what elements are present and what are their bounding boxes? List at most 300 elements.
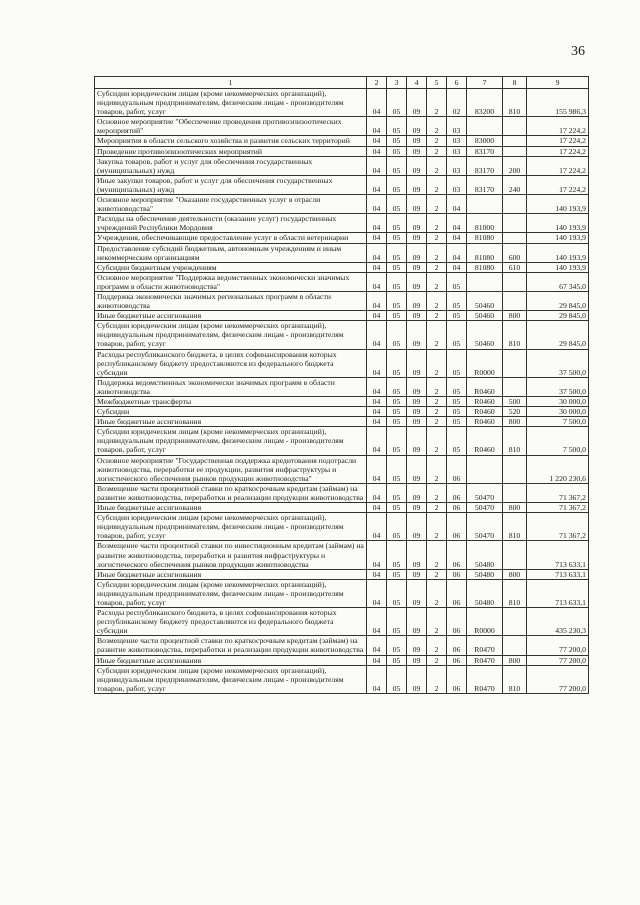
cell-code-1: 04	[367, 503, 387, 513]
cell-amount: 713 633,1	[527, 541, 589, 569]
cell-amount: 17 224,2	[527, 156, 589, 175]
cell-code-6: 83000	[467, 136, 503, 146]
table-row	[95, 579, 589, 607]
cell-code-7: 810	[503, 427, 527, 455]
budget-table	[94, 76, 589, 694]
cell-row-name: Возмещение части процентной ставки по краткосрочным кредитам (займам) на развитие животноводства, переработки и реализации продукции животноводства	[95, 636, 367, 655]
cell-amount: 155 986,3	[527, 89, 589, 117]
cell-code-2: 05	[387, 243, 407, 262]
table-row	[95, 156, 589, 175]
header-row	[95, 77, 589, 89]
cell-code-1: 04	[367, 377, 387, 396]
cell-code-2: 05	[387, 636, 407, 655]
cell-amount: 140 193,9	[527, 214, 589, 233]
cell-code-4: 2	[427, 321, 447, 349]
cell-amount: 17 224,2	[527, 175, 589, 194]
cell-code-4: 2	[427, 636, 447, 655]
cell-code-4: 2	[427, 427, 447, 455]
cell-row-name: Предоставление субсидий бюджетным, автономным учреждениям и иным некоммерческим организациям	[95, 243, 367, 262]
cell-row-name: Субсидии юридическим лицам (кроме некоммерческих организаций), индивидуальным предпринимателям, физическим лицам - производителям товаров, работ, услуг	[95, 321, 367, 349]
cell-code-1: 04	[367, 397, 387, 407]
table-row	[95, 483, 589, 502]
cell-code-7	[503, 636, 527, 655]
cell-code-3: 09	[407, 175, 427, 194]
cell-row-name: Основное мероприятие "Поддержка ведомственных экономически значимых программ в области животноводства"	[95, 272, 367, 291]
cell-amount: 71 367,2	[527, 483, 589, 502]
cell-amount: 29 845,0	[527, 291, 589, 310]
cell-code-4: 2	[427, 233, 447, 243]
table-row	[95, 321, 589, 349]
cell-code-1: 04	[367, 417, 387, 427]
cell-row-name: Возмещение части процентной ставки по инвестиционным кредитам (займам) на развитие животноводства, переработки и развития инфраструктуры и логистического обеспечения рынков продукции животноводства	[95, 541, 367, 569]
cell-row-name: Межбюджетные трансферты	[95, 397, 367, 407]
header-col-6: 6	[447, 77, 467, 89]
cell-code-7: 810	[503, 321, 527, 349]
cell-code-5: 06	[447, 483, 467, 502]
cell-row-name: Субсидии юридическим лицам (кроме некоммерческих организаций), индивидуальным предпринимателям, физическим лицам - производителям товаров, работ, услуг	[95, 427, 367, 455]
cell-code-5: 06	[447, 455, 467, 483]
cell-code-2: 05	[387, 397, 407, 407]
cell-code-3: 09	[407, 541, 427, 569]
header-col-3: 3	[387, 77, 407, 89]
cell-code-1: 04	[367, 513, 387, 541]
cell-code-7: 810	[503, 579, 527, 607]
cell-code-5: 04	[447, 214, 467, 233]
cell-code-5: 06	[447, 655, 467, 665]
cell-amount: 17 224,2	[527, 117, 589, 136]
cell-code-4: 2	[427, 89, 447, 117]
cell-code-3: 09	[407, 579, 427, 607]
cell-amount: 77 200,0	[527, 636, 589, 655]
cell-code-4: 2	[427, 349, 447, 377]
cell-code-7	[503, 483, 527, 502]
cell-code-1: 04	[367, 243, 387, 262]
cell-code-5: 02	[447, 89, 467, 117]
table-row	[95, 513, 589, 541]
cell-code-1: 04	[367, 569, 387, 579]
cell-code-6: 50470	[467, 483, 503, 502]
cell-code-4: 2	[427, 156, 447, 175]
cell-code-2: 05	[387, 117, 407, 136]
cell-amount: 29 845,0	[527, 321, 589, 349]
cell-code-4: 2	[427, 417, 447, 427]
cell-amount: 37 500,0	[527, 377, 589, 396]
cell-code-5: 06	[447, 579, 467, 607]
cell-code-4: 2	[427, 377, 447, 396]
cell-code-5: 05	[447, 417, 467, 427]
cell-code-7	[503, 291, 527, 310]
cell-code-2: 05	[387, 233, 407, 243]
cell-code-3: 09	[407, 243, 427, 262]
cell-code-4: 2	[427, 136, 447, 146]
table-row	[95, 243, 589, 262]
cell-code-6	[467, 272, 503, 291]
cell-amount: 140 193,9	[527, 243, 589, 262]
cell-amount: 713 633,1	[527, 569, 589, 579]
cell-row-name: Расходы республиканского бюджета, в целях софинансирования которых республиканскому бюджету предоставляются из федерального бюджета субсидии	[95, 349, 367, 377]
cell-code-7: 810	[503, 513, 527, 541]
cell-code-5: 04	[447, 233, 467, 243]
cell-code-7	[503, 136, 527, 146]
cell-code-5: 06	[447, 636, 467, 655]
cell-code-3: 09	[407, 665, 427, 693]
cell-code-7	[503, 272, 527, 291]
cell-code-2: 05	[387, 89, 407, 117]
cell-code-3: 09	[407, 349, 427, 377]
cell-code-2: 05	[387, 195, 407, 214]
cell-code-7: 520	[503, 407, 527, 417]
cell-code-5: 06	[447, 541, 467, 569]
cell-code-1: 04	[367, 483, 387, 502]
cell-code-7	[503, 455, 527, 483]
cell-code-4: 2	[427, 665, 447, 693]
cell-code-1: 04	[367, 579, 387, 607]
cell-code-1: 04	[367, 655, 387, 665]
table-row	[95, 262, 589, 272]
cell-amount: 140 193,9	[527, 262, 589, 272]
cell-code-5: 03	[447, 146, 467, 156]
cell-amount: 77 200,0	[527, 665, 589, 693]
cell-code-7: 800	[503, 417, 527, 427]
cell-code-6: 50480	[467, 579, 503, 607]
cell-code-5: 05	[447, 397, 467, 407]
cell-code-2: 05	[387, 136, 407, 146]
cell-row-name: Проведение противоэпизоотических мероприятий	[95, 146, 367, 156]
cell-code-6: R0470	[467, 636, 503, 655]
cell-code-5: 05	[447, 427, 467, 455]
cell-code-2: 05	[387, 311, 407, 321]
cell-code-7: 800	[503, 311, 527, 321]
cell-amount: 7 500,0	[527, 427, 589, 455]
cell-code-2: 05	[387, 321, 407, 349]
cell-code-6: 81000	[467, 214, 503, 233]
cell-code-2: 05	[387, 214, 407, 233]
cell-code-6: 83170	[467, 156, 503, 175]
cell-code-5: 05	[447, 291, 467, 310]
cell-code-6: 50470	[467, 503, 503, 513]
cell-code-5: 06	[447, 503, 467, 513]
cell-code-2: 05	[387, 569, 407, 579]
cell-amount: 37 500,0	[527, 349, 589, 377]
cell-code-6: R0460	[467, 427, 503, 455]
cell-code-2: 05	[387, 455, 407, 483]
table-row	[95, 311, 589, 321]
table-row	[95, 377, 589, 396]
table-row	[95, 608, 589, 636]
cell-code-7: 610	[503, 262, 527, 272]
cell-code-6: 81080	[467, 243, 503, 262]
cell-amount: 71 367,2	[527, 513, 589, 541]
cell-code-6: 81080	[467, 233, 503, 243]
cell-code-3: 09	[407, 89, 427, 117]
cell-code-4: 2	[427, 579, 447, 607]
cell-row-name: Иные бюджетные ассигнования	[95, 417, 367, 427]
cell-code-5: 03	[447, 136, 467, 146]
cell-row-name: Иные бюджетные ассигнования	[95, 655, 367, 665]
cell-code-6: 50460	[467, 291, 503, 310]
cell-code-5: 04	[447, 243, 467, 262]
cell-code-6: R0460	[467, 397, 503, 407]
cell-code-3: 09	[407, 214, 427, 233]
cell-code-2: 05	[387, 608, 407, 636]
cell-code-5: 06	[447, 513, 467, 541]
cell-code-3: 09	[407, 233, 427, 243]
cell-code-1: 04	[367, 195, 387, 214]
cell-row-name: Основное мероприятие "Обеспечение проведения противоэпизоотических мероприятий"	[95, 117, 367, 136]
cell-code-3: 09	[407, 397, 427, 407]
cell-code-1: 04	[367, 321, 387, 349]
cell-row-name: Поддержка экономически значимых региональных программ в области животноводства	[95, 291, 367, 310]
cell-code-2: 05	[387, 541, 407, 569]
header-col-9: 9	[527, 77, 589, 89]
cell-code-6: R0460	[467, 377, 503, 396]
cell-code-1: 04	[367, 311, 387, 321]
cell-code-1: 04	[367, 233, 387, 243]
cell-row-name: Субсидии юридическим лицам (кроме некоммерческих организаций), индивидуальным предпринимателям, физическим лицам - производителям товаров, работ, услуг	[95, 665, 367, 693]
cell-row-name: Учреждения, обеспечивающие предоставление услуг в области ветеринарии	[95, 233, 367, 243]
cell-code-2: 05	[387, 503, 407, 513]
cell-code-3: 09	[407, 608, 427, 636]
cell-code-4: 2	[427, 655, 447, 665]
table-row	[95, 214, 589, 233]
cell-code-2: 05	[387, 377, 407, 396]
cell-amount: 71 367,2	[527, 503, 589, 513]
cell-code-3: 09	[407, 311, 427, 321]
cell-row-name: Основное мероприятие "Оказание государственных услуг в отрасли животноводства"	[95, 195, 367, 214]
cell-row-name: Поддержка ведомственных экономически значимых программ в области животноводства	[95, 377, 367, 396]
cell-code-7	[503, 117, 527, 136]
cell-code-7	[503, 541, 527, 569]
cell-code-4: 2	[427, 175, 447, 194]
cell-code-2: 05	[387, 513, 407, 541]
cell-code-4: 2	[427, 483, 447, 502]
table-row	[95, 417, 589, 427]
cell-code-5: 05	[447, 272, 467, 291]
cell-code-6: R0460	[467, 407, 503, 417]
cell-code-2: 05	[387, 579, 407, 607]
cell-code-1: 04	[367, 117, 387, 136]
cell-code-3: 09	[407, 503, 427, 513]
cell-code-2: 05	[387, 483, 407, 502]
cell-code-3: 09	[407, 427, 427, 455]
header-col-4: 4	[407, 77, 427, 89]
cell-code-5: 06	[447, 569, 467, 579]
cell-amount: 17 224,2	[527, 146, 589, 156]
cell-code-4: 2	[427, 397, 447, 407]
cell-code-2: 05	[387, 291, 407, 310]
table-row	[95, 569, 589, 579]
cell-code-7: 800	[503, 503, 527, 513]
cell-code-7	[503, 349, 527, 377]
cell-code-1: 04	[367, 291, 387, 310]
cell-code-5: 06	[447, 665, 467, 693]
cell-code-1: 04	[367, 608, 387, 636]
cell-code-4: 2	[427, 291, 447, 310]
table-row	[95, 427, 589, 455]
cell-code-7	[503, 233, 527, 243]
cell-code-7: 500	[503, 397, 527, 407]
cell-code-5: 04	[447, 262, 467, 272]
cell-code-6: 50460	[467, 321, 503, 349]
cell-code-5: 03	[447, 156, 467, 175]
cell-code-3: 09	[407, 636, 427, 655]
cell-code-6: R0000	[467, 608, 503, 636]
cell-code-6: R0000	[467, 349, 503, 377]
cell-row-name: Расходы на обеспечение деятельности (оказание услуг) государственных учреждений Республики Мордовия	[95, 214, 367, 233]
table-row	[95, 349, 589, 377]
cell-amount: 140 193,9	[527, 233, 589, 243]
cell-code-2: 05	[387, 146, 407, 156]
cell-amount: 1 220 230,6	[527, 455, 589, 483]
cell-code-4: 2	[427, 262, 447, 272]
cell-row-name: Иные бюджетные ассигнования	[95, 503, 367, 513]
cell-code-2: 05	[387, 407, 407, 417]
table-row	[95, 397, 589, 407]
cell-code-3: 09	[407, 195, 427, 214]
cell-code-3: 09	[407, 262, 427, 272]
table-row	[95, 503, 589, 513]
cell-code-1: 04	[367, 427, 387, 455]
cell-code-7: 800	[503, 655, 527, 665]
cell-code-4: 2	[427, 146, 447, 156]
table-row	[95, 541, 589, 569]
table-row	[95, 195, 589, 214]
cell-row-name: Субсидии	[95, 407, 367, 417]
cell-code-5: 05	[447, 349, 467, 377]
cell-code-7: 800	[503, 569, 527, 579]
cell-code-1: 04	[367, 146, 387, 156]
cell-row-name: Основное мероприятие "Государственная поддержка кредитования подотрасли животноводства, переработки ее продукции, развития инфраструктуры и логистического обеспечения рынков продукции животноводства"	[95, 455, 367, 483]
cell-row-name: Закупка товаров, работ и услуг для обеспечения государственных (муниципальных) нужд	[95, 156, 367, 175]
cell-code-4: 2	[427, 569, 447, 579]
cell-code-2: 05	[387, 349, 407, 377]
cell-code-7	[503, 377, 527, 396]
table-row	[95, 233, 589, 243]
cell-code-1: 04	[367, 156, 387, 175]
cell-code-6: 50480	[467, 569, 503, 579]
cell-code-3: 09	[407, 291, 427, 310]
cell-code-6: 50470	[467, 513, 503, 541]
cell-code-3: 09	[407, 513, 427, 541]
cell-code-4: 2	[427, 214, 447, 233]
cell-code-4: 2	[427, 407, 447, 417]
cell-code-4: 2	[427, 503, 447, 513]
cell-amount: 30 000,0	[527, 407, 589, 417]
cell-row-name: Субсидии бюджетным учреждениям	[95, 262, 367, 272]
cell-code-5: 05	[447, 321, 467, 349]
cell-amount: 7 500,0	[527, 417, 589, 427]
cell-code-1: 04	[367, 214, 387, 233]
cell-row-name: Возмещение части процентной ставки по краткосрочным кредитам (займам) на развитие животноводства, переработки и реализации продукции животноводства	[95, 483, 367, 502]
cell-code-6	[467, 117, 503, 136]
cell-row-name: Субсидии юридическим лицам (кроме некоммерческих организаций), индивидуальным предпринимателям, физическим лицам - производителям товаров, работ, услуг	[95, 579, 367, 607]
cell-code-7: 810	[503, 665, 527, 693]
cell-code-1: 04	[367, 665, 387, 693]
table-row	[95, 407, 589, 417]
cell-code-1: 04	[367, 136, 387, 146]
cell-code-5: 05	[447, 311, 467, 321]
table-body	[95, 89, 589, 694]
cell-code-1: 04	[367, 89, 387, 117]
cell-code-3: 09	[407, 407, 427, 417]
table-row	[95, 655, 589, 665]
cell-code-4: 2	[427, 608, 447, 636]
cell-code-3: 09	[407, 377, 427, 396]
cell-row-name: Иные бюджетные ассигнования	[95, 569, 367, 579]
header-col-7: 7	[467, 77, 503, 89]
cell-amount: 67 345,0	[527, 272, 589, 291]
header-col-5: 5	[427, 77, 447, 89]
cell-amount: 77 200,0	[527, 655, 589, 665]
cell-code-7: 200	[503, 156, 527, 175]
cell-code-3: 09	[407, 146, 427, 156]
cell-code-7	[503, 146, 527, 156]
table-row	[95, 665, 589, 693]
cell-code-4: 2	[427, 513, 447, 541]
page-number: 36	[571, 44, 585, 59]
cell-row-name: Иные бюджетные ассигнования	[95, 311, 367, 321]
cell-code-4: 2	[427, 272, 447, 291]
cell-code-6	[467, 195, 503, 214]
cell-code-3: 09	[407, 136, 427, 146]
cell-code-2: 05	[387, 427, 407, 455]
table-row	[95, 146, 589, 156]
cell-code-5: 06	[447, 608, 467, 636]
cell-amount: 29 845,0	[527, 311, 589, 321]
table-row	[95, 89, 589, 117]
cell-code-7: 600	[503, 243, 527, 262]
table-row	[95, 291, 589, 310]
cell-code-1: 04	[367, 636, 387, 655]
header-col-1: 1	[95, 77, 367, 89]
cell-row-name: Субсидии юридическим лицам (кроме некоммерческих организаций), индивидуальным предпринимателям, физическим лицам - производителям товаров, работ, услуг	[95, 89, 367, 117]
cell-amount: 30 000,0	[527, 397, 589, 407]
cell-code-7	[503, 214, 527, 233]
cell-code-3: 09	[407, 455, 427, 483]
cell-code-5: 04	[447, 195, 467, 214]
cell-code-2: 05	[387, 665, 407, 693]
cell-amount: 713 633,1	[527, 579, 589, 607]
cell-code-4: 2	[427, 195, 447, 214]
cell-code-2: 05	[387, 655, 407, 665]
table-row	[95, 136, 589, 146]
cell-code-7: 240	[503, 175, 527, 194]
cell-code-1: 04	[367, 541, 387, 569]
table-row	[95, 175, 589, 194]
cell-amount: 435 230,3	[527, 608, 589, 636]
cell-code-4: 2	[427, 455, 447, 483]
cell-code-1: 04	[367, 175, 387, 194]
cell-code-6: 83170	[467, 175, 503, 194]
table-row	[95, 272, 589, 291]
cell-code-7	[503, 195, 527, 214]
cell-code-6	[467, 455, 503, 483]
cell-code-4: 2	[427, 541, 447, 569]
cell-code-4: 2	[427, 117, 447, 136]
cell-code-7: 810	[503, 89, 527, 117]
cell-code-4: 2	[427, 243, 447, 262]
cell-code-2: 05	[387, 272, 407, 291]
cell-code-6: R0470	[467, 665, 503, 693]
cell-code-3: 09	[407, 272, 427, 291]
cell-code-1: 04	[367, 407, 387, 417]
cell-code-5: 03	[447, 117, 467, 136]
header-col-2: 2	[367, 77, 387, 89]
cell-code-1: 04	[367, 272, 387, 291]
cell-code-6: 50480	[467, 541, 503, 569]
cell-code-3: 09	[407, 569, 427, 579]
cell-code-6: 50460	[467, 311, 503, 321]
